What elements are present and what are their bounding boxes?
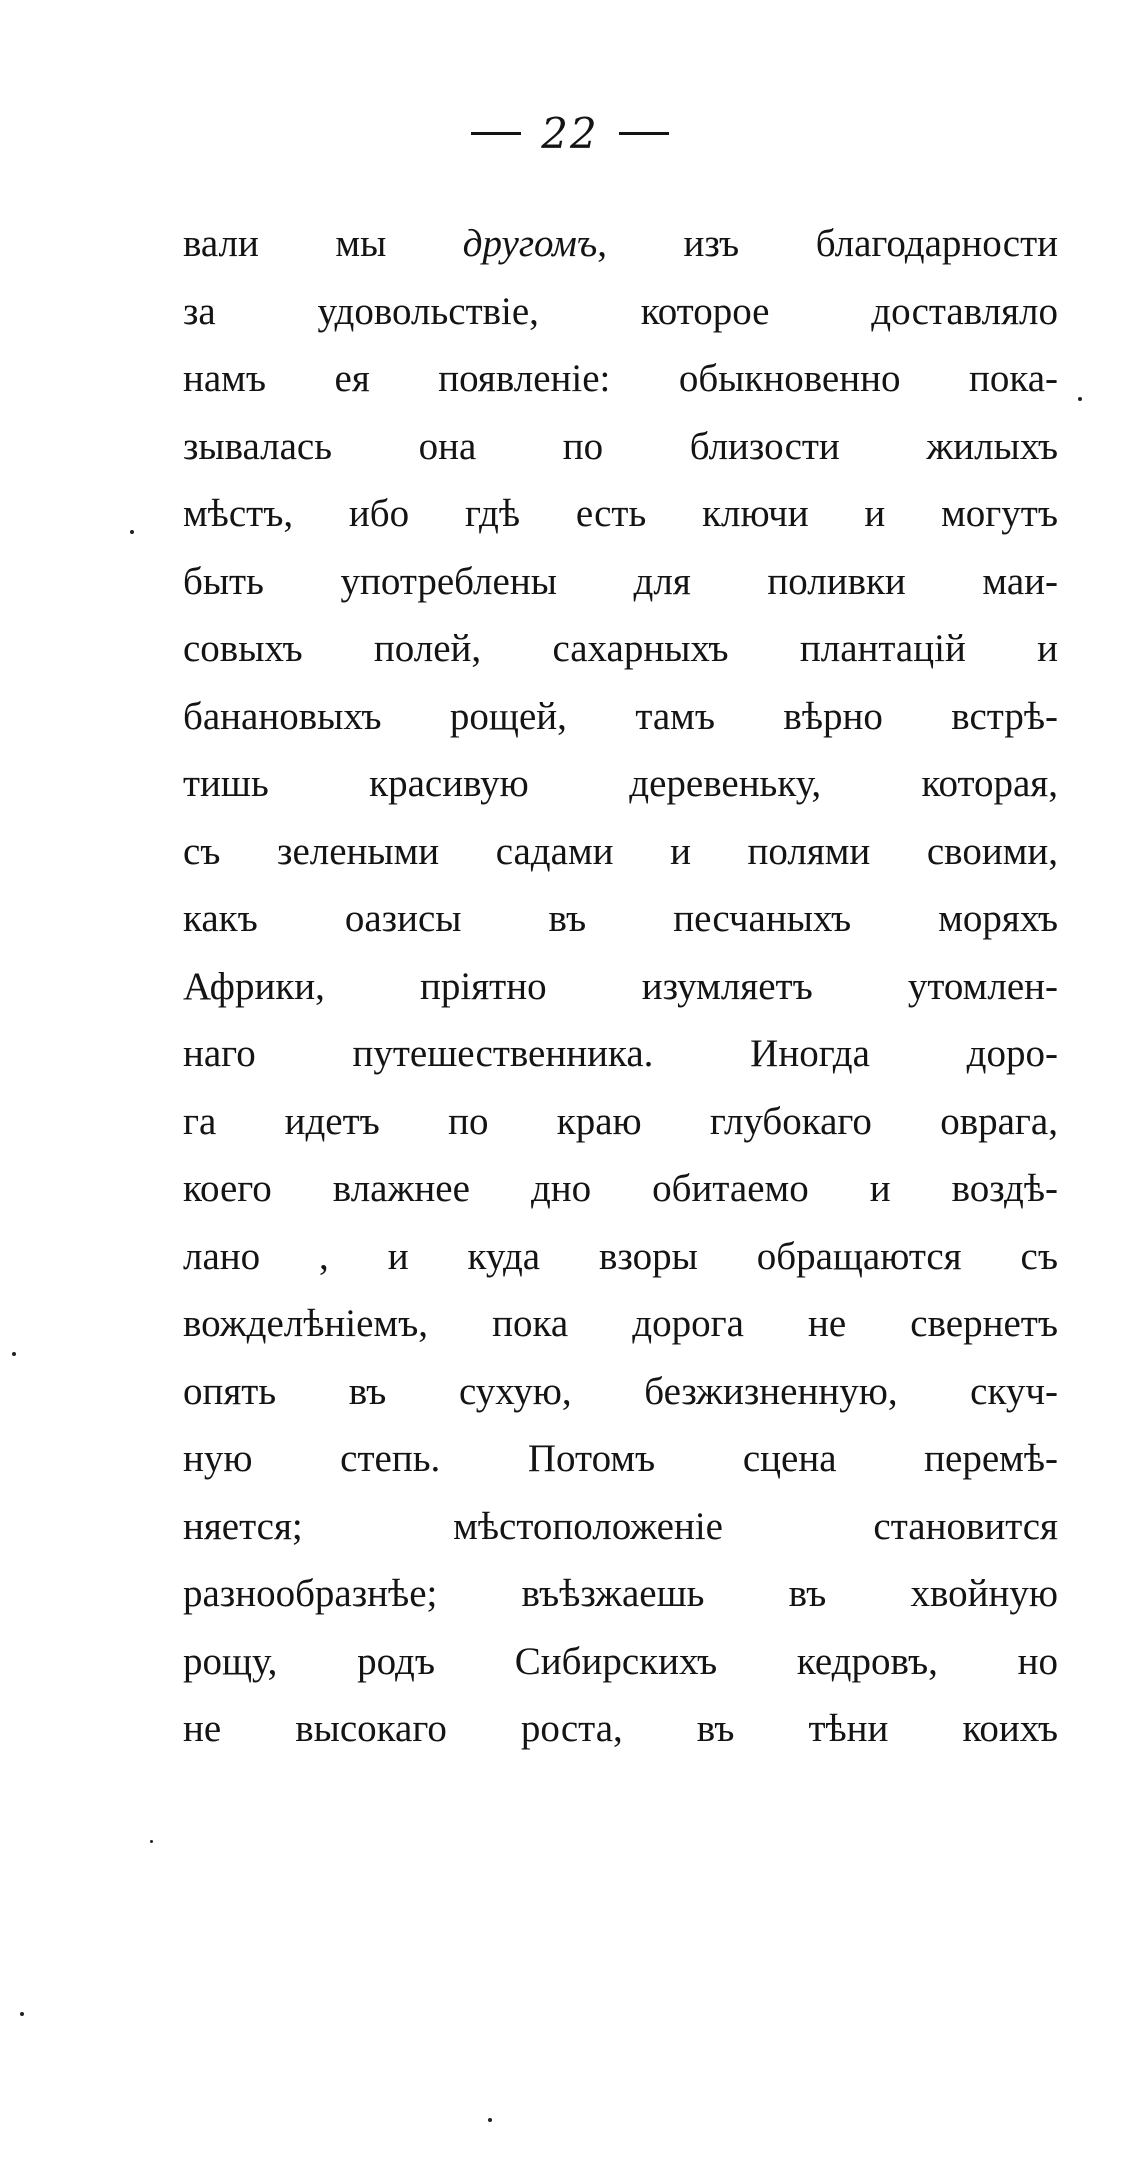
text-line [183,1695,1058,1763]
text-line [183,750,1058,818]
text-line [183,885,1058,953]
text-segment: ную степь. Потомъ сцена перемѣ- [183,1437,1058,1480]
text-segment: разнообразнѣе; въѣзжаешь въ хвойную [183,1572,1058,1615]
text-line [183,1020,1058,1088]
text-segment: га идетъ по краю глубокаго оврага, [183,1099,1058,1143]
page-number: 22 [541,108,599,158]
page-header [0,98,1140,168]
text-segment: няется; мѣстоположеніе становится [183,1504,1058,1548]
text-segment: Африки, пріятно изумляетъ утомлен- [183,964,1058,1008]
text-line [183,1493,1058,1561]
text-segment: совыхъ полей, сахарныхъ плантацій и [183,627,1058,670]
text-segment: наго путешественника. Иногда доро- [183,1032,1058,1075]
text-line [183,1155,1058,1223]
text-line [183,1628,1058,1696]
text-segment: , изъ благодарности [597,222,1058,265]
scan-speck [1078,397,1082,401]
text-line [183,1290,1058,1358]
text-segment: коего влажнее дно обитаемо и воздѣ- [183,1167,1058,1210]
body-text [183,210,1058,1763]
text-segment: лано , и куда взоры обращаются съ [183,1234,1058,1278]
scan-speck [488,2118,492,2122]
left-dash [471,132,521,135]
text-line [183,548,1058,616]
text-line [183,1560,1058,1628]
text-segment: быть употреблены для поливки маи- [183,559,1058,603]
text-line [183,1088,1058,1156]
text-segment: банановыхъ рощей, тамъ вѣрно встрѣ- [183,694,1058,738]
text-line [183,210,1058,278]
text-segment: мѣстъ, ибо гдѣ есть ключи и могутъ [183,492,1058,535]
text-segment: рощу, родъ Сибирскихъ кедровъ, но [183,1639,1058,1683]
text-segment: за удовольствіе, которое доставляло [183,289,1058,333]
scan-speck [150,1840,153,1843]
scan-speck [130,530,134,534]
scan-speck [20,2012,24,2016]
text-line [183,413,1058,481]
text-segment: съ зелеными садами и полями своими, [183,829,1058,873]
text-segment: не высокаго роста, въ тѣни коихъ [183,1707,1058,1750]
text-line [183,278,1058,346]
text-line [183,1358,1058,1426]
text-segment: какъ оазисы въ песчаныхъ моряхъ [183,897,1058,940]
text-line [183,683,1058,751]
text-segment: вожделѣніемъ, пока дорога не свернетъ [183,1302,1058,1345]
text-line [183,818,1058,886]
text-line [183,615,1058,683]
right-dash [619,132,669,135]
text-line [183,1223,1058,1291]
text-line [183,953,1058,1021]
text-segment: тишь красивую деревеньку, которая, [183,762,1058,805]
text-line [183,345,1058,413]
text-segment: зывалась она по близости жилыхъ [183,424,1058,468]
italic-word: другомъ [462,222,598,265]
text-segment: опять въ сухую, безжизненную, скуч- [183,1369,1058,1413]
text-line [183,1425,1058,1493]
text-line [183,480,1058,548]
scan-speck [12,1352,16,1356]
text-segment: вали мы [183,222,463,265]
text-segment: намъ ея появленіе: обыкновенно пока- [183,357,1058,400]
